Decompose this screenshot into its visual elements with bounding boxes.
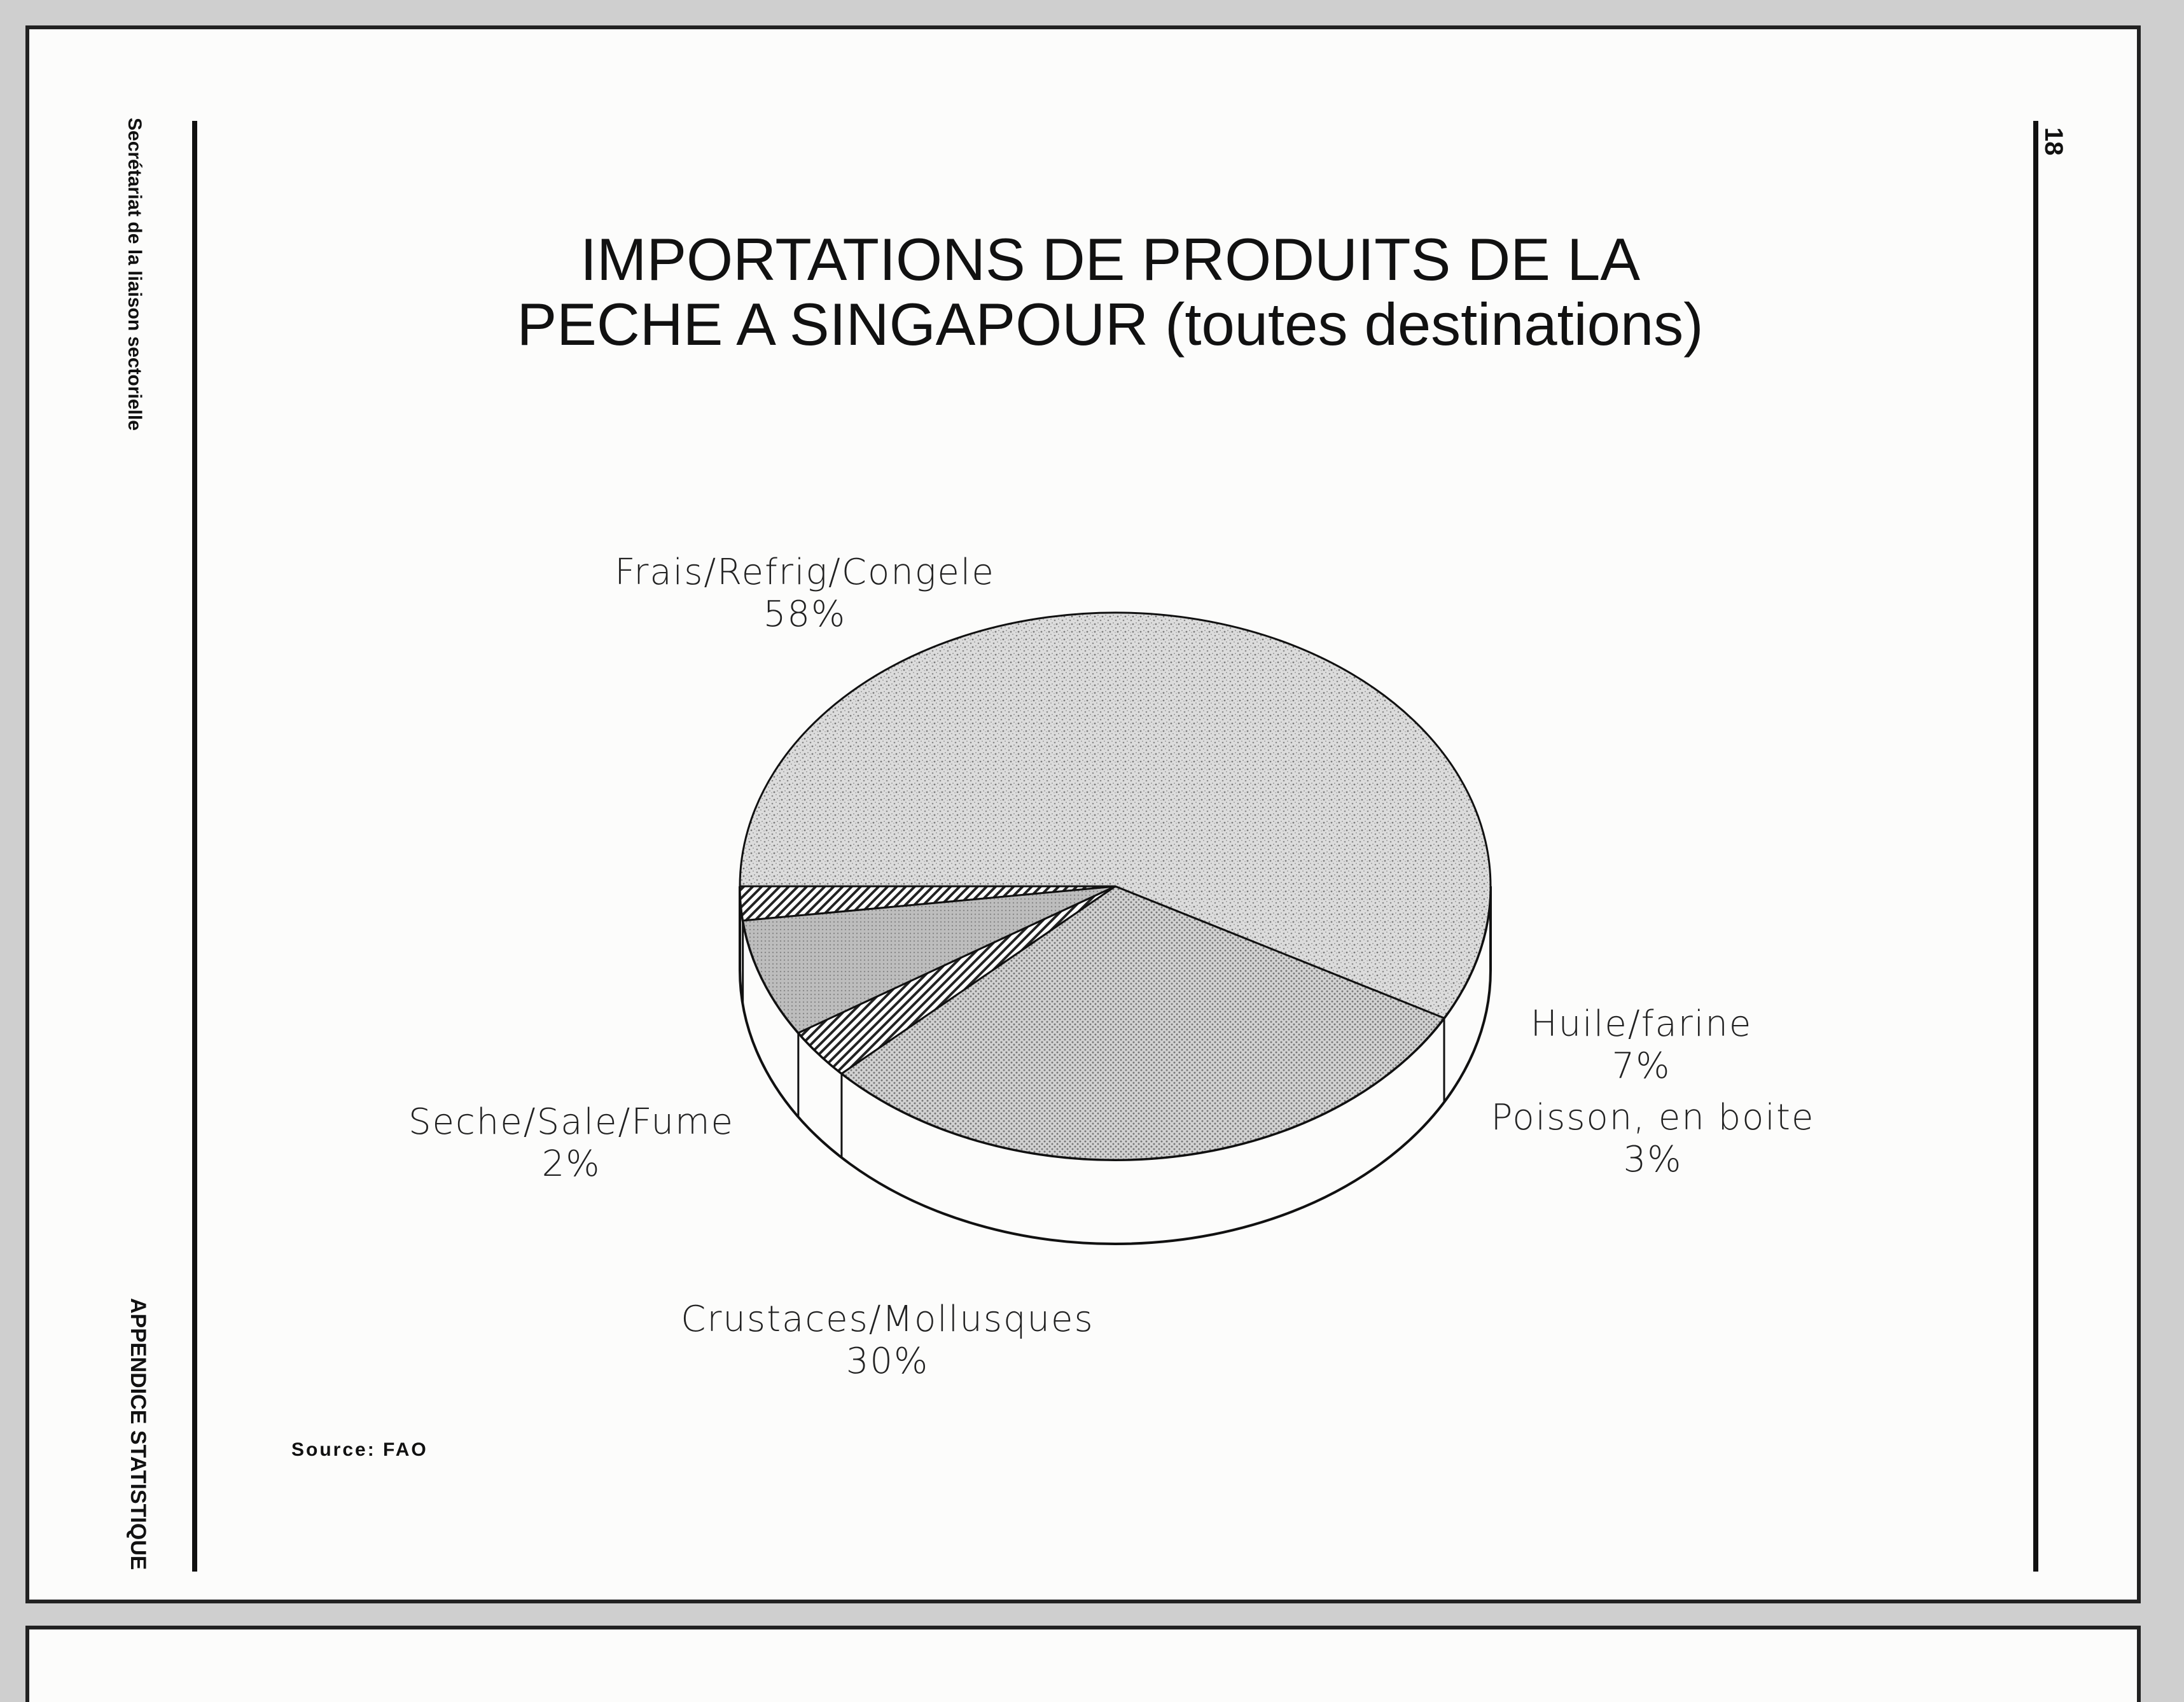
footer-left-vertical: APPENDICE STATISTIQUE xyxy=(126,1298,150,1570)
slice-value-label-1: 30% xyxy=(845,1341,929,1382)
page-number: 18 xyxy=(2040,127,2068,156)
slice-value-label-2: 3% xyxy=(1623,1139,1683,1180)
slice-name-label-1: Crustaces/Mollusques xyxy=(681,1299,1094,1340)
slice-name-label-3: Huile/farine xyxy=(1530,1003,1753,1045)
slice-name-label-4: Seche/Sale/Fume xyxy=(408,1101,734,1143)
slice-value-label-3: 7% xyxy=(1611,1045,1671,1087)
slice-value-label-4: 2% xyxy=(541,1143,601,1185)
chart-title-line-2: PECHE A SINGAPOUR (toutes destinations) xyxy=(517,291,1704,358)
source-note: Source: FAO xyxy=(291,1439,428,1460)
slice-value-label-0: 58% xyxy=(763,594,847,635)
chart-title-line-1: IMPORTATIONS DE PRODUITS DE LA xyxy=(580,226,1641,293)
slice-name-label-0: Frais/Refrig/Congele xyxy=(615,552,995,593)
slice-name-label-2: Poisson, en boite xyxy=(1491,1097,1815,1138)
header-left-vertical: Secrétariat de la liaison sectorielle xyxy=(124,118,145,431)
